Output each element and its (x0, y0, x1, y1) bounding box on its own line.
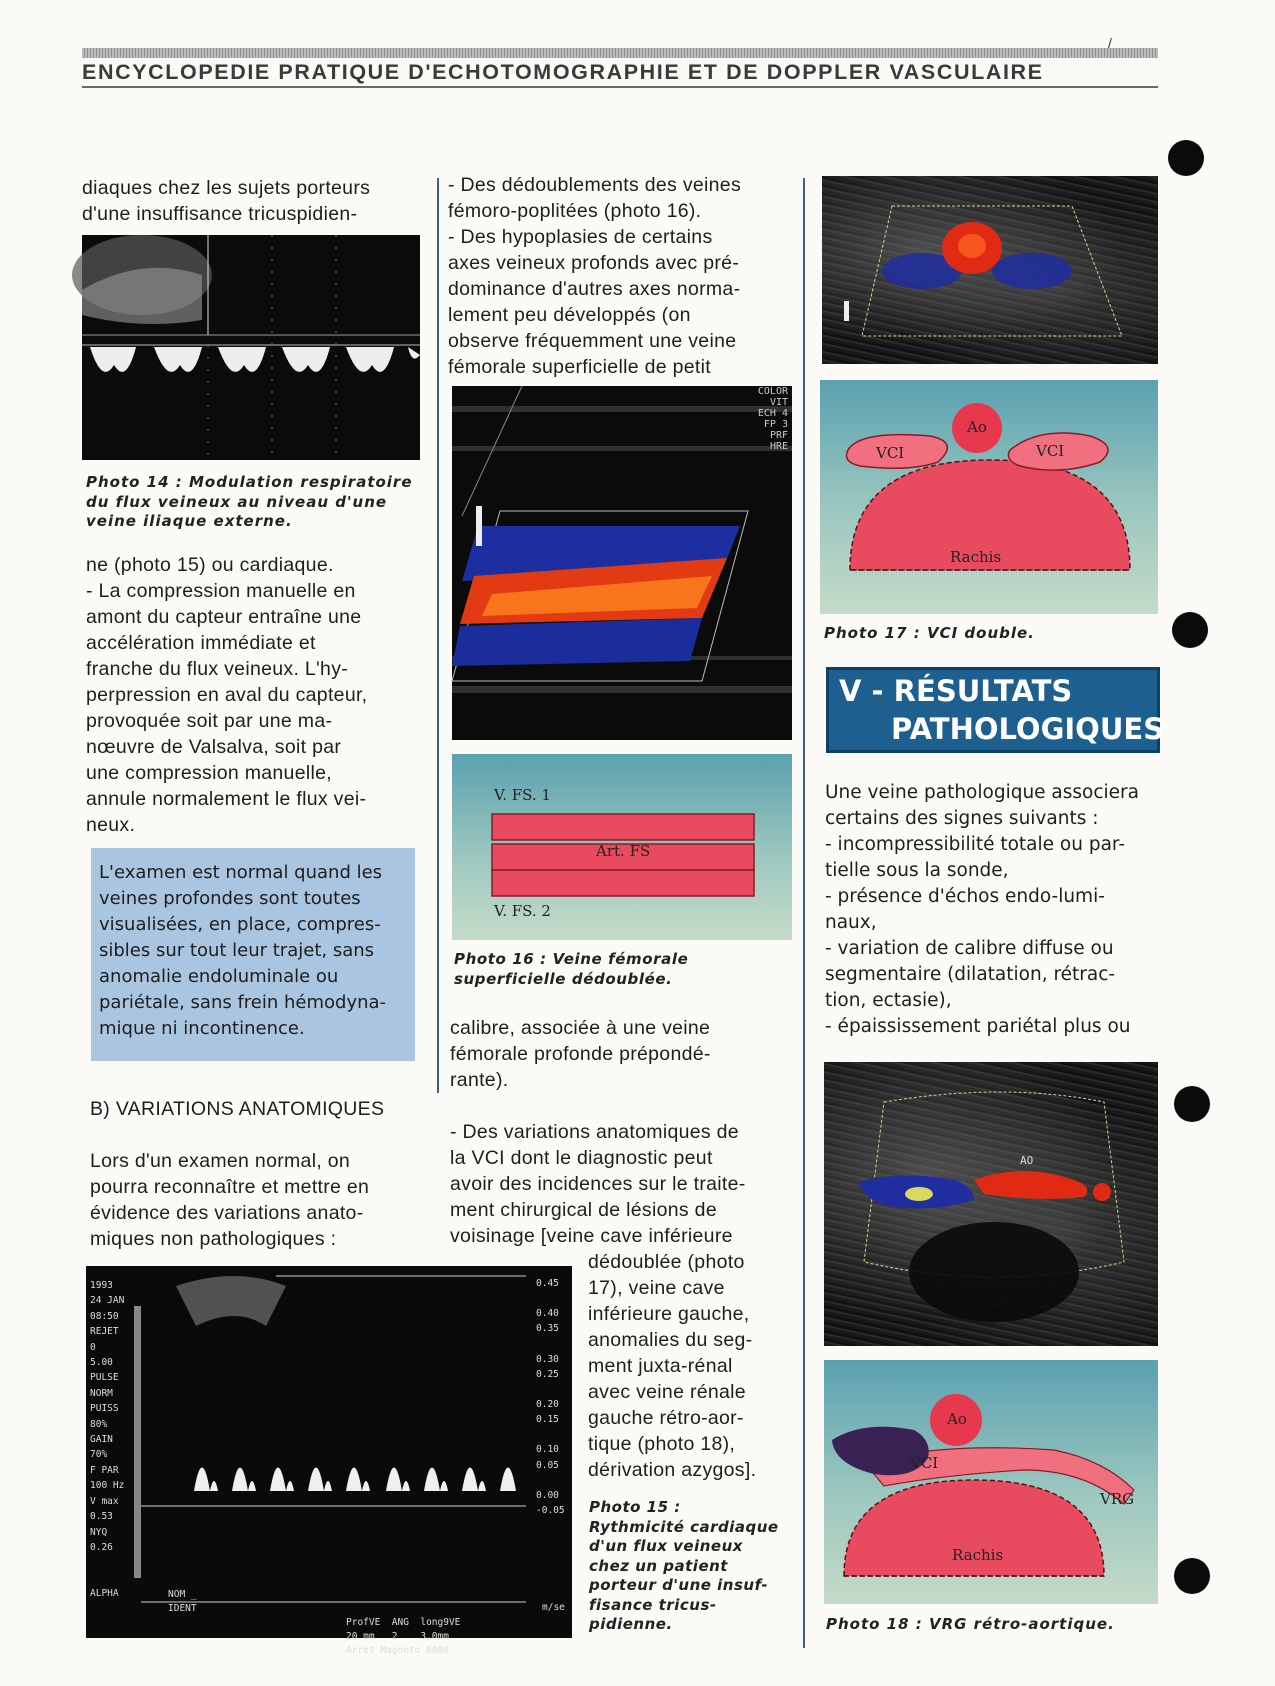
label-vci: VCI (910, 1454, 939, 1472)
label-vrg: VRG (1100, 1490, 1135, 1508)
binder-hole (1174, 1086, 1210, 1122)
photo-17-schema (820, 380, 1158, 614)
photo-14-caption: Photo 14 : Modulation respiratoire du flux veineux au niveau d'une veine iliaque externe. (86, 473, 413, 530)
color-doppler-femoral-image (452, 386, 792, 740)
col2-paragraph-3-continued: dédoublée (photo 17), veine cave inférieure gauche, anomalies du seg- ment juxta-rénal avec veine rénale gauche rétro-aor- tique (photo 18), dérivation azygos]. (588, 1251, 757, 1481)
label-art-fs: Art. FS (596, 842, 651, 860)
normal-exam-box: L'examen est normal quand les veines profondes sont toutes visualisées, en place, compres- sibles sur tout leur trajet, sans anomalie endoluminale ou pariétale, sans frein hémodyna- mique ni incontinence. (91, 848, 415, 1061)
col3-paragraph-1: Une veine pathologique associera certains des signes suivants : - incompressibilité totale ou par- tielle sous la sonde, - présence d'échos endo-lumi- naux, - variation de calibre diffuse ou segmentaire (dilatation, rétrac- tion, ectasie), - épaississement pariétal plus ou (825, 782, 1140, 1037)
photo-15-caption: Photo 15 : Rythmicité cardiaque d'un flux veineux chez un patient porteur d'une insuf- fisance tricus- pidienne. (589, 1498, 779, 1633)
binder-hole (1172, 612, 1208, 648)
photo-16-caption: Photo 16 : Veine fémorale superficielle dédoublée. (454, 950, 794, 989)
screen-velocity-scale: 0.45 0.40 0.35 0.30 0.25 0.20 0.15 0.10 0.05 0.00 -0.05 (536, 1278, 565, 1517)
section-heading-pathological: V - RÉSULTATS PATHOLOGIQUES (826, 667, 1160, 753)
subheading-variations: B) VARIATIONS ANATOMIQUES (90, 1098, 385, 1120)
ultrasound-ao-label: AO (1020, 1154, 1034, 1167)
screen-unit-label: m/se (542, 1602, 565, 1613)
label-rachis: Rachis (950, 548, 1002, 566)
photo-16-caption-line: Photo 16 : Veine fémorale (454, 950, 689, 968)
screen-left-readout: 1993 24 JAN 08:50 REJET 0 5.00 PULSE NORM PUISS 80% GAIN 70% F PAR 100 Hz V max 0.53 NYQ 0.26 (90, 1280, 125, 1553)
photo-15-doppler-screen (86, 1266, 572, 1656)
photo-18-schema (824, 1360, 1158, 1604)
col2-paragraph-3: - Des variations anatomiques de la VCI dont le diagnostic peut avoir des incidences sur le traite- ment chirurgical de lésions de voisinage [veine cave inférieure (450, 1121, 746, 1247)
label-ao: Ao (947, 1410, 967, 1428)
header-rule (82, 86, 1158, 88)
photo-17-color-doppler (822, 176, 1158, 364)
color-settings-readout: COLOR VIT ECH 4 FP 3 PRF HRE (757, 386, 788, 452)
label-vci-left: VCI (876, 444, 905, 462)
corner-mark: / (1108, 35, 1112, 51)
col1-paragraph-3: Lors d'un examen normal, on pourra reconnaître et mettre en évidence des variations anato- miques non pathologiques : (90, 1150, 370, 1250)
col1-paragraph-2: ne (photo 15) ou cardiaque. - La compression manuelle en amont du capteur entraîne une accélération immédiate et franche du flux veineux. L'hy- perpression en aval du capteur, provoquée soit par une ma- nœuvre de Valsalva, soit par une compression manuelle, annule normalement le flux vei- neux. (86, 554, 368, 836)
page-header-title: ENCYCLOPEDIE PRATIQUE D'ECHOTOMOGRAPHIE ET DE DOPPLER VASCULAIRE (82, 60, 1044, 84)
col2-paragraph-2: calibre, associée à une veine fémorale profonde prépondé- rante). (450, 1017, 711, 1091)
header-bar (82, 48, 1158, 58)
label-vfs1: V. FS. 1 (494, 786, 551, 804)
col1-paragraph-1: diaques chez les sujets porteurs d'une insuffisance tricuspidien- (82, 177, 371, 225)
screen-mode-label: ALPHA (90, 1588, 119, 1599)
screen-patient-label: NOM _ IDENT (168, 1589, 197, 1614)
photo-14-doppler-image (82, 235, 420, 460)
label-vci-right: VCI (1036, 442, 1065, 460)
binder-hole (1174, 1558, 1210, 1594)
screen-settings-readout: ProfVE ANG long9VE 20 mm 2 3,0mm Arret Magneto 0000 (346, 1617, 461, 1656)
col2-paragraph-1: - Des dédoublements des veines fémoro-poplitées (photo 16). - Des hypoplasies de certains axes veineux profonds avec pré- dominance d'autres axes norma- lement peu développés (on observe fréquemment une veine fémorale superficielle de petit (448, 174, 741, 378)
column-rule (803, 178, 805, 1648)
label-ao: Ao (967, 418, 987, 436)
binder-hole (1168, 140, 1204, 176)
photo-17-caption: Photo 17 : VCI double. (824, 624, 1035, 642)
photo-18-color-doppler (824, 1062, 1158, 1346)
photo-16-schema (452, 754, 792, 940)
photo-18-caption: Photo 18 : VRG rétro-aortique. (826, 1615, 1115, 1633)
column-rule (437, 178, 439, 1093)
label-vfs2: V. FS. 2 (494, 902, 551, 920)
label-rachis: Rachis (952, 1546, 1004, 1564)
